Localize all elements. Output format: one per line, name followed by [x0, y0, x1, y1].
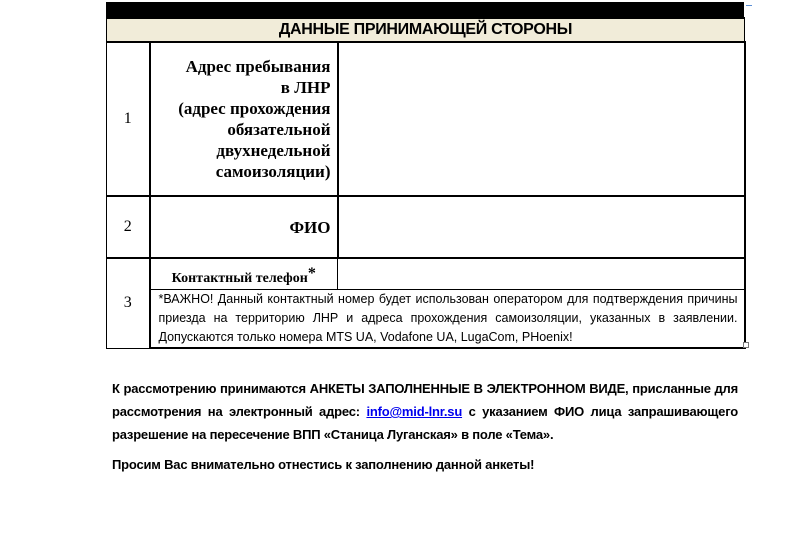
address-label-line: (адрес прохождения [178, 99, 331, 118]
instructions-paragraph [112, 377, 738, 446]
address-label-line: самоизоляции) [215, 162, 331, 181]
phone-label [150, 258, 338, 290]
phone-field[interactable] [338, 258, 745, 290]
table-top-bar [106, 2, 744, 17]
table-row [107, 290, 745, 349]
instructions-text-before: К рассмотрению принимаются АНКЕТЫ ЗАПОЛНЕННЫЕ В ЭЛЕКТРОННОМ ВИДЕ, присланные для рассмотрения на электронный адрес: [112, 381, 738, 419]
address-label-line: обязательной [227, 120, 331, 139]
table-header: ДАННЫЕ ПРИНИМАЮЩЕЙ СТОРОНЫ [107, 18, 745, 42]
instructions-text-after: с указанием ФИО лица запрашивающего разрешение на пересечение ВПП «Станица Луганская» в поле «Тема». [112, 404, 738, 442]
table-row [107, 196, 745, 258]
address-label-line: двухнедельной [216, 141, 331, 160]
receiving-party-table [106, 17, 746, 349]
table-resize-handle[interactable] [743, 342, 749, 348]
table-row [107, 42, 745, 196]
email-link[interactable]: info@mid-lnr.su [366, 404, 463, 419]
row-number: 1 [107, 42, 150, 196]
text-boundary-marker [746, 5, 752, 6]
closing-paragraph: Просим Вас внимательно отнестись к заполнению данной анкеты! [112, 457, 535, 472]
phone-label-asterisk: * [307, 265, 316, 282]
table-row [107, 258, 745, 290]
row-number: 3 [107, 258, 150, 348]
fio-field[interactable] [338, 196, 745, 258]
phone-note: *ВАЖНО! Данный контактный номер будет использован оператором для подтверждения причины приезда на территорию ЛНР и адреса прохождения самоизоляции, указанных в заявлении. Допускаются только номера MTS UA, Vodafone UA, LugaCom, PHoenix! [150, 290, 745, 349]
fio-label: ФИО [150, 196, 338, 258]
address-field[interactable] [338, 42, 745, 196]
address-label-line: Адрес пребывания [185, 57, 331, 76]
address-label-line: в ЛНР [280, 78, 331, 97]
phone-label-text: Контактный телефон [171, 271, 308, 286]
address-label [150, 42, 338, 196]
row-number: 2 [107, 196, 150, 258]
